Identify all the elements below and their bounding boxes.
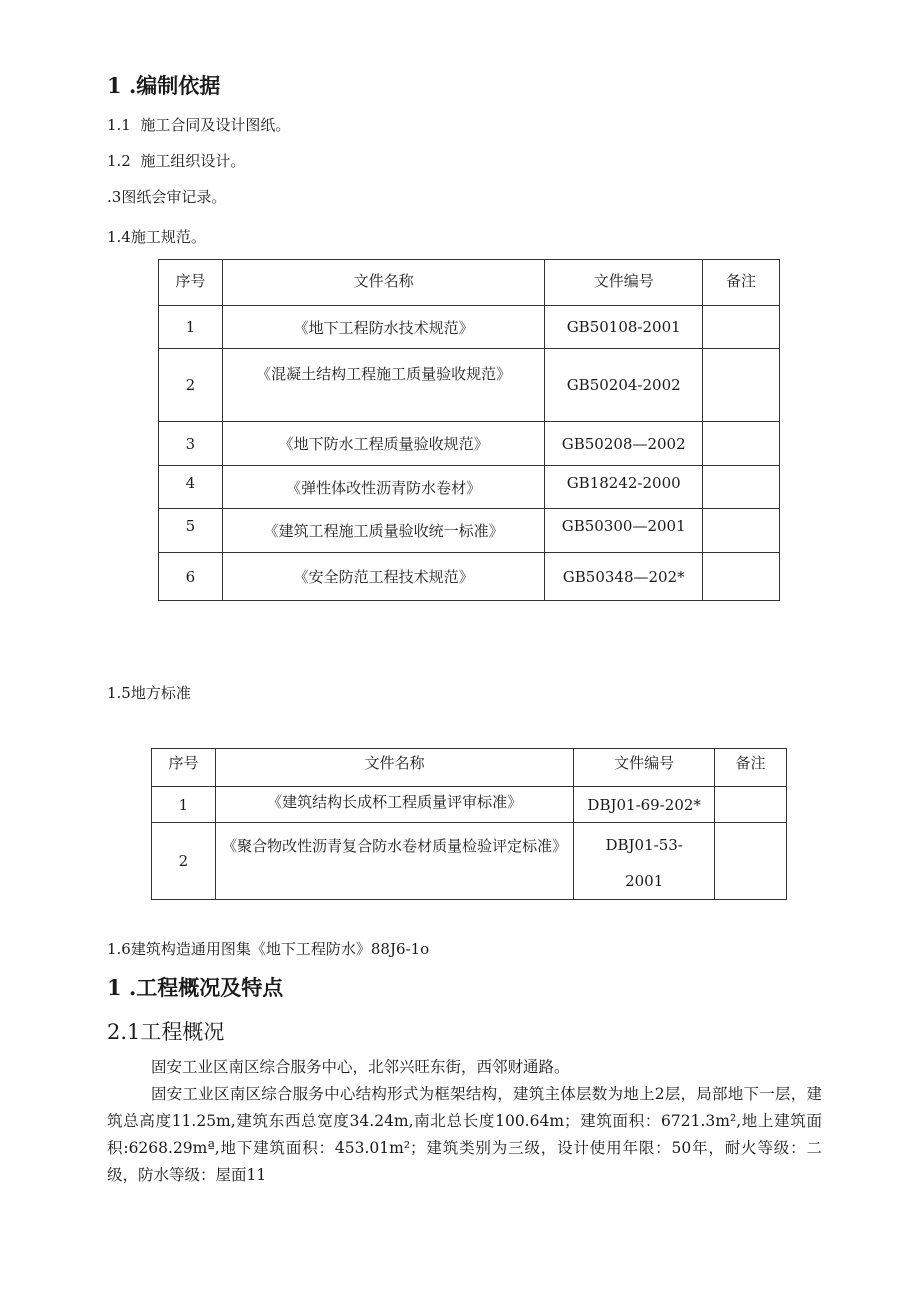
item-number: 1.2 — [107, 152, 131, 170]
item-number: 1.4 — [107, 228, 131, 246]
table-header-row — [152, 749, 787, 787]
table-row — [152, 787, 787, 823]
table-header-row — [159, 260, 780, 306]
section-2-number: 1 — [107, 975, 122, 1000]
standards-table — [158, 259, 780, 601]
cell-code: GB18242-2000 — [545, 466, 703, 509]
table-row — [152, 823, 787, 900]
section-1-title: .编制依据 — [129, 73, 221, 98]
header-seq: 序号 — [159, 260, 223, 306]
cell-seq: 2 — [152, 823, 216, 900]
cell-name: 《弹性体改性沥青防水卷材》 — [222, 466, 544, 509]
cell-name: 《建筑结构长成杯工程质量评审标准》 — [215, 787, 573, 823]
table-row — [159, 509, 780, 553]
section-1-number: 1 — [107, 73, 122, 98]
cell-code: GB50348—202* — [545, 553, 703, 601]
cell-seq: 1 — [152, 787, 216, 823]
cell-seq: 5 — [159, 509, 223, 553]
header-seq: 序号 — [152, 749, 216, 787]
item-text: 施工组织设计。 — [140, 152, 246, 170]
cell-note — [703, 509, 780, 553]
cell-note — [703, 306, 780, 349]
cell-name: 《安全防范工程技术规范》 — [222, 553, 544, 601]
table-row — [159, 306, 780, 349]
table-row — [159, 553, 780, 601]
item-1-2 — [107, 150, 245, 171]
header-note: 备注 — [715, 749, 787, 787]
cell-code: GB50300—2001 — [545, 509, 703, 553]
header-code: 文件编号 — [574, 749, 715, 787]
section-2-title: .工程概况及特点 — [129, 975, 284, 1000]
cell-code-line-2: 2001 — [625, 872, 664, 890]
item-1-5 — [107, 682, 191, 703]
item-number: 1.6 — [107, 940, 131, 958]
cell-name: 《建筑工程施工质量验收统一标准》 — [222, 509, 544, 553]
header-name: 文件名称 — [222, 260, 544, 306]
cell-seq: 2 — [159, 349, 223, 422]
cell-code — [574, 823, 715, 900]
item-1-3 — [107, 186, 226, 207]
header-code: 文件编号 — [545, 260, 703, 306]
paragraph: 固安工业区南区综合服务中心结构形式为框架结构，建筑主体层数为地上2层，局部地下一层，建筑总高度11.25m,建筑东西总宽度34.24m,南北总长度100.64m；建筑面积：6721.3m²,地上建筑面积:6268.29mª,地下建筑面积：453.01m²；建筑类别为三级，设计使用年限：50年，耐火等级：二级，防水等级：屋面11 — [107, 1085, 822, 1184]
cell-seq: 3 — [159, 422, 223, 466]
table-row — [159, 422, 780, 466]
item-text: 图纸会审记录。 — [121, 188, 227, 206]
item-text: 施工规范。 — [130, 228, 206, 246]
local-standards-table — [151, 748, 787, 900]
header-name: 文件名称 — [215, 749, 573, 787]
item-number: .3 — [107, 188, 122, 206]
section-2-1-heading: 2.1工程概况 — [107, 1020, 225, 1044]
item-text: 施工合同及设计图纸。 — [140, 116, 291, 134]
paragraph: 固安工业区南区综合服务中心，北邻兴旺东街，西邻财通路。 — [151, 1058, 570, 1076]
cell-code: GB50108-2001 — [545, 306, 703, 349]
cell-note — [703, 466, 780, 509]
cell-code: GB50208—2002 — [545, 422, 703, 466]
cell-note — [703, 422, 780, 466]
section-1-heading — [107, 70, 220, 100]
item-1-6 — [107, 938, 429, 959]
item-number: 1.5 — [107, 684, 131, 702]
cell-code: DBJ01-69-202* — [574, 787, 715, 823]
item-text: 地方标准 — [130, 684, 191, 702]
header-note: 备注 — [703, 260, 780, 306]
cell-name: 《混凝土结构工程施工质量验收规范》 — [222, 349, 544, 422]
cell-name: 《地下工程防水技术规范》 — [222, 306, 544, 349]
item-1-1 — [107, 114, 290, 135]
cell-seq: 6 — [159, 553, 223, 601]
cell-note — [715, 823, 787, 900]
cell-code-line-1: DBJ01-53- — [605, 836, 683, 854]
item-text: 建筑构造通用图集《地下工程防水》88J6-1o — [130, 940, 430, 958]
section-2-heading — [107, 972, 283, 1002]
cell-seq: 4 — [159, 466, 223, 509]
cell-code: GB50204-2002 — [545, 349, 703, 422]
cell-name: 《聚合物改性沥青复合防水卷材质量检验评定标准》 — [215, 823, 573, 900]
item-1-4 — [107, 226, 206, 247]
table-row — [159, 349, 780, 422]
table-row — [159, 466, 780, 509]
item-number: 1.1 — [107, 116, 131, 134]
cell-note — [703, 349, 780, 422]
cell-name: 《地下防水工程质量验收规范》 — [222, 422, 544, 466]
cell-note — [715, 787, 787, 823]
cell-seq: 1 — [159, 306, 223, 349]
cell-note — [703, 553, 780, 601]
